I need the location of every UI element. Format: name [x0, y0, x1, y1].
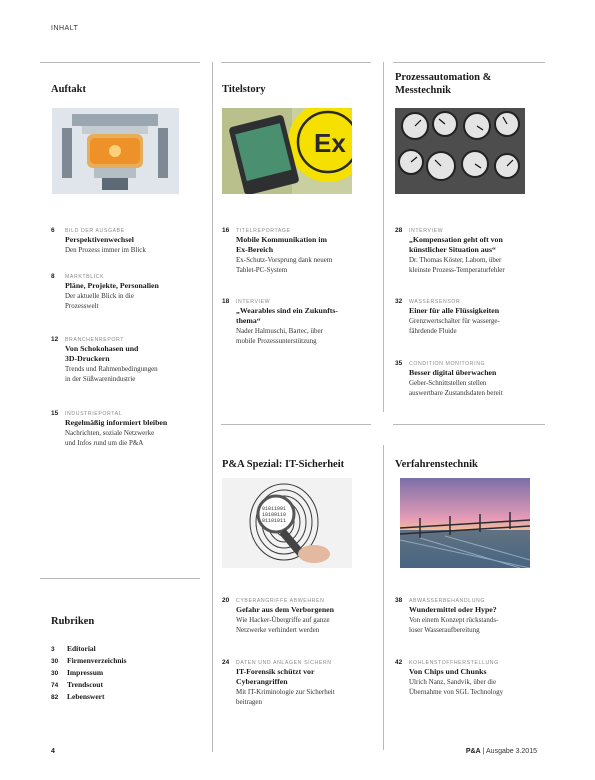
section-label: INHALT: [51, 25, 79, 32]
svg-text:10100110: 10100110: [262, 512, 287, 518]
toc-entry[interactable]: 42 KOHLENSTOFFHERSTELLUNG Von Chips und Chunks Ulrich Nanz, Sandvik, über die Übernahme von SGL Technology: [395, 659, 504, 696]
toc-entry[interactable]: 35 CONDITION MONITORING Besser digital überwachen Geber-Schnittstellen stellen auswertbare Zustandsdaten bereit: [395, 360, 503, 397]
toc-entry[interactable]: 18 INTERVIEW „Wearables sind ein Zukunfts- thema“ Nader Halmuschi, Bartec, über mobile Prozessunterstützung: [222, 298, 339, 345]
rubrik-item[interactable]: 30 Firmenverzeichnis: [51, 656, 127, 665]
rubrik-item[interactable]: 74 Trendscout: [51, 680, 103, 689]
reactor-image: [52, 108, 179, 194]
section-title-titelstory: Titelstory: [222, 84, 266, 95]
toc-entry[interactable]: 12 BRANCHENREPORT Von Schokohasen und 3D-Druckern Trends und Rahmenbedingungen in der Süßwarenindustrie: [51, 336, 158, 383]
toc-entry[interactable]: 20 CYBERANGRIFFE ABWEHREN Gefahr aus dem Verborgenen Wie Hacker-Übergriffe auf ganze Netzwerke verhindert werden: [222, 597, 334, 634]
rubrik-item[interactable]: 82 Lebenswert: [51, 692, 105, 701]
svg-text:Ex: Ex: [314, 128, 346, 158]
column-divider-1: [212, 62, 213, 752]
gauges-image: [395, 108, 525, 194]
section-title-verfahrenstechnik: Verfahrenstechnik: [395, 459, 478, 470]
toc-entry[interactable]: 28 INTERVIEW „Kompensation geht oft von künstlicher Situation aus“ Dr. Thomas Köster, Labom, über kleinste Prozess-Temperaturfehler: [395, 227, 505, 274]
svg-text:01101011: 01101011: [262, 518, 287, 524]
rule-col3-top: [393, 62, 545, 63]
section-title-prozessautomation: Prozessautomation & Messtechnik: [395, 72, 492, 96]
section-title-spezial: P&A Spezial: IT-Sicherheit: [222, 459, 345, 470]
column-divider-2: [383, 62, 384, 412]
rule-col1-mid: [40, 578, 200, 579]
water-treatment-image: [400, 478, 530, 568]
rule-col3-mid: [393, 424, 545, 425]
fingerprint-image: [222, 478, 352, 568]
section-title-auftakt: Auftakt: [51, 84, 87, 95]
page-number: 4: [51, 748, 55, 755]
toc-entry[interactable]: 32 WASSERSENSOR Einer für alle Flüssigkeiten Grenzwertschalter für wasserge- fährdende Fluide: [395, 298, 500, 335]
toc-entry[interactable]: 24 DATEN UND ANLAGEN SICHERN IT-Forensik schützt vor Cyberangriffen Mit IT-Kriminologie zur Sicherheit beitragen: [222, 659, 335, 706]
rule-col2-top: [221, 62, 371, 63]
svg-text:01011001: 01011001: [262, 506, 287, 512]
toc-entry[interactable]: 6 BILD DER AUSGABE Perspektivenwechsel Den Prozess immer im Blick: [51, 227, 146, 254]
rubrik-item[interactable]: 30 Impressum: [51, 668, 104, 677]
issue-info: P&A | Ausgabe 3.2015: [465, 748, 537, 755]
rule-col2-mid: [221, 424, 371, 425]
column-divider-3: [383, 445, 384, 750]
toc-entry[interactable]: 16 TITELREPORTAGE Mobile Kommunikation im Ex-Bereich Ex-Schutz-Vorsprung dank neuem Tablet-PC-System: [222, 227, 333, 274]
tablet-ex-image: [222, 108, 352, 194]
section-title-rubriken: Rubriken: [51, 616, 95, 627]
toc-entry[interactable]: 8 MARKTBLICK Pläne, Projekte, Personalien Der aktuelle Blick in die Prozesswelt: [51, 273, 159, 310]
rule-col1-top: [40, 62, 200, 63]
toc-entry[interactable]: 38 ABWASSERBEHANDLUNG Wundermittel oder Hype? Von einem Konzept rückstands- loser Wasseraufbereitung: [395, 597, 499, 634]
toc-entry[interactable]: 15 INDUSTRIEPORTAL Regelmäßig informiert bleiben Nachrichten, soziale Netzwerke und Infos rund um die P&A: [51, 410, 168, 447]
rubrik-item[interactable]: 3 Editorial: [51, 644, 96, 653]
